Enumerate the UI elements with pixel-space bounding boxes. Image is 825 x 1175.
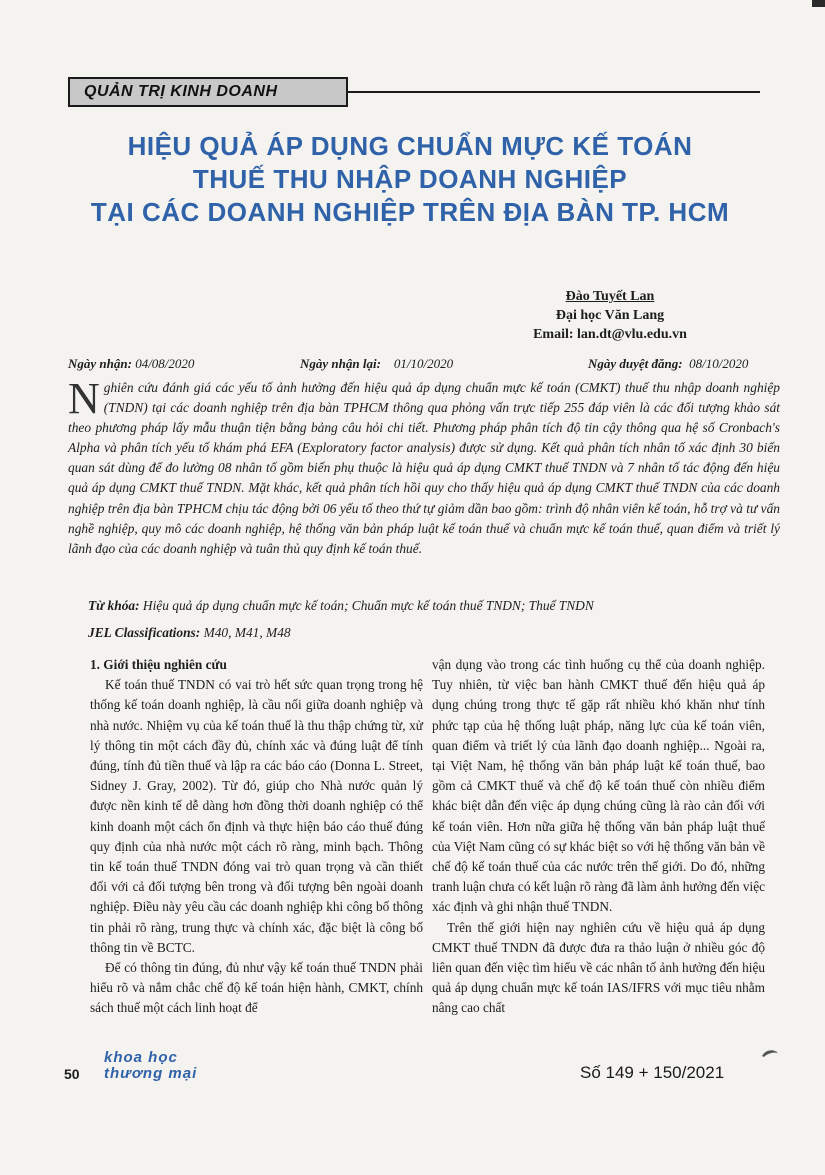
dates-row (68, 356, 778, 374)
paragraph: Kế toán thuế TNDN có vai trò hết sức quan trọng trong hệ thống kế toán doanh nghiệp, là cầu nối giữa doanh nghiệp và nhà nước. Nhiệm vụ của kế toán thuế là thu thập chứng từ, xử lý thông tin một cách đầy đủ, chính xác và đúng luật để tính đúng, tính đủ tiền thuế và lập ra các báo cáo (Donna L. Street, Sidney J. Gray, 2002). Từ đó, giúp cho Nhà nước quản lý được nền kinh tế dễ dàng hơn đồng thời doanh nghiệp có thể kinh doanh một cách ổn định và thực hiện báo cáo thuế đúng quy định của nhà nước một cách rõ ràng, minh bạch. Thông tin kế toán thuế TNDN đóng vai trò quan trọng và cần thiết đối với cả đối tượng bên trong và đối tượng bên ngoài doanh nghiệp. Điều này yêu cầu các doanh nghiệp khi công bố thông tin phải rõ ràng, trung thực và chính xác, đặc biệt là công bố thông tin về BCTC. (90, 677, 423, 955)
author-name: Đào Tuyết Lan (565, 289, 655, 304)
left-column (90, 655, 423, 1019)
abstract-dropcap: N (68, 374, 100, 423)
abstract (68, 374, 780, 559)
section-heading: 1. Giới thiệu nghiên cứu (90, 657, 227, 672)
page-number: 50 (64, 1066, 80, 1082)
jel-label: JEL Classifications: (88, 625, 201, 640)
issue-number: Số 149 + 150/2021 (580, 1063, 725, 1082)
corner-mark (812, 0, 825, 7)
received-date: Ngày nhận: 04/08/2020 (68, 356, 195, 371)
article-title (60, 130, 760, 229)
accepted-date: Ngày duyệt đăng: 08/10/2020 (588, 356, 749, 371)
jel-classifications (88, 624, 778, 642)
paragraph: Trên thế giới hiện nay nghiên cứu về hiệu quả áp dụng CMKT thuế TNDN đã được đưa ra thảo luận ở nhiều góc độ liên quan đến việc tìm hiểu về các nhân tố ảnh hưởng đến hiệu quả áp dụng chuẩn mực kế toán IAS/IFRS với mục tiêu nhằm nâng cao chất (432, 919, 765, 1016)
right-column (432, 655, 765, 1019)
title-line-2: THUẾ THU NHẬP DOANH NGHIỆP (192, 164, 628, 194)
paragraph: vận dụng vào trong các tình huống cụ thể của doanh nghiệp. Tuy nhiên, từ việc ban hành CMKT thuế đến hiệu quả áp dụng chúng trong thực tế gặp rất nhiều khó khăn như tính phức tạp của hệ thống luật pháp, năng lực của kế toán viên, quan điểm và triết lý của lãnh đạo doanh nghiệp... Ngoài ra, tại Việt Nam, hệ thống văn bản pháp luật kế toán thuế, bao gồm cả CMKT thuế và chế độ kế toán thuế còn nhiều điểm khác biệt dẫn đến việc áp dụng chúng cũng là rào cản đối với kế toán viên. Hơn nữa giữa hệ thống văn bản pháp luật thuế của Việt Nam cũng có sự khác biệt so với hệ thống văn bản về chế độ kế toán thuế của các nước trên thế giới. Do đó, những tranh luận chưa có kết luận rõ ràng đã làm ảnh hưởng đến việc xác định và ghi nhận thuế TNDN. (432, 657, 765, 915)
title-line-3: TẠI CÁC DOANH NGHIỆP TRÊN ĐỊA BÀN TP. HCM (90, 197, 730, 227)
revised-date: Ngày nhận lại: 01/10/2020 (300, 356, 454, 371)
author-email[interactable]: Email: lan.dt@vlu.edu.vn (533, 327, 687, 342)
paragraph: Để có thông tin đúng, đủ như vậy kế toán thuế TNDN phải hiểu rõ và nắm chắc chế độ kế toán hiện hành, CMKT, chính sách thuế một cách linh hoạt để (90, 960, 423, 1016)
footer-leaf-icon (760, 1047, 780, 1059)
title-line-1: HIỆU QUẢ ÁP DỤNG CHUẨN MỰC KẾ TOÁN (127, 131, 693, 161)
brand-line-2: thương mại (104, 1065, 198, 1082)
author-affiliation: Đại học Văn Lang (555, 308, 665, 323)
section-rule (348, 91, 760, 93)
abstract-text: ghiên cứu đánh giá các yếu tố ảnh hưởng đến hiệu quả áp dụng chuẩn mực kế toán (CMKT) thuế thu nhập doanh nghiệp (TNDN) tại các doanh nghiệp trên địa bàn TPHCM thông qua phỏng vấn trực tiếp 255 đáp viên là các đối tượng khảo sát theo phương pháp lấy mẫu thuận tiện bằng bảng câu hỏi chi tiết. Phương pháp phân tích độ tin cậy thông qua hệ số Cronbach's Alpha và phân tích yếu tố khám phá EFA (Exploratory factor analysis) được sử dụng. Kết quả phân tích nhân tố xác định 30 biến quan sát dùng để đo lường 08 nhân tố gồm biến phụ thuộc là hiệu quả áp dụng CMKT thuế TNDN và 7 nhân tố tác động đến hiệu quả áp dụng CMKT thuế TNDN. Mặt khác, kết quả phân tích hồi quy cho thấy hiệu quả áp dụng CMKT thuế TNDN của các doanh nghiệp trên địa bàn TPHCM chịu tác động bởi 06 yếu tố theo thứ tự giảm dần bao gồm: trình độ nhân viên kế toán, hỗ trợ và tư vấn nghề nghiệp, quy mô các doanh nghiệp, hệ thống văn bản pháp luật kế toán thuế và chuẩn mực kế toán thuế, quan điểm và triết lý lãnh đạo của các doanh nghiệp và tuân thủ quy định kế toán thuế. (68, 380, 780, 556)
jel-text: M40, M41, M48 (203, 625, 291, 640)
journal-brand (104, 1050, 197, 1082)
author-block (470, 287, 750, 344)
keywords (88, 597, 778, 615)
section-label: QUẢN TRỊ KINH DOANH (68, 77, 348, 107)
keywords-text: Hiệu quả áp dụng chuẩn mực kế toán; Chuẩn mực kế toán thuế TNDN; Thuế TNDN (142, 598, 594, 613)
brand-line-1: khoa học (104, 1049, 178, 1066)
keywords-label: Từ khóa: (88, 598, 140, 613)
